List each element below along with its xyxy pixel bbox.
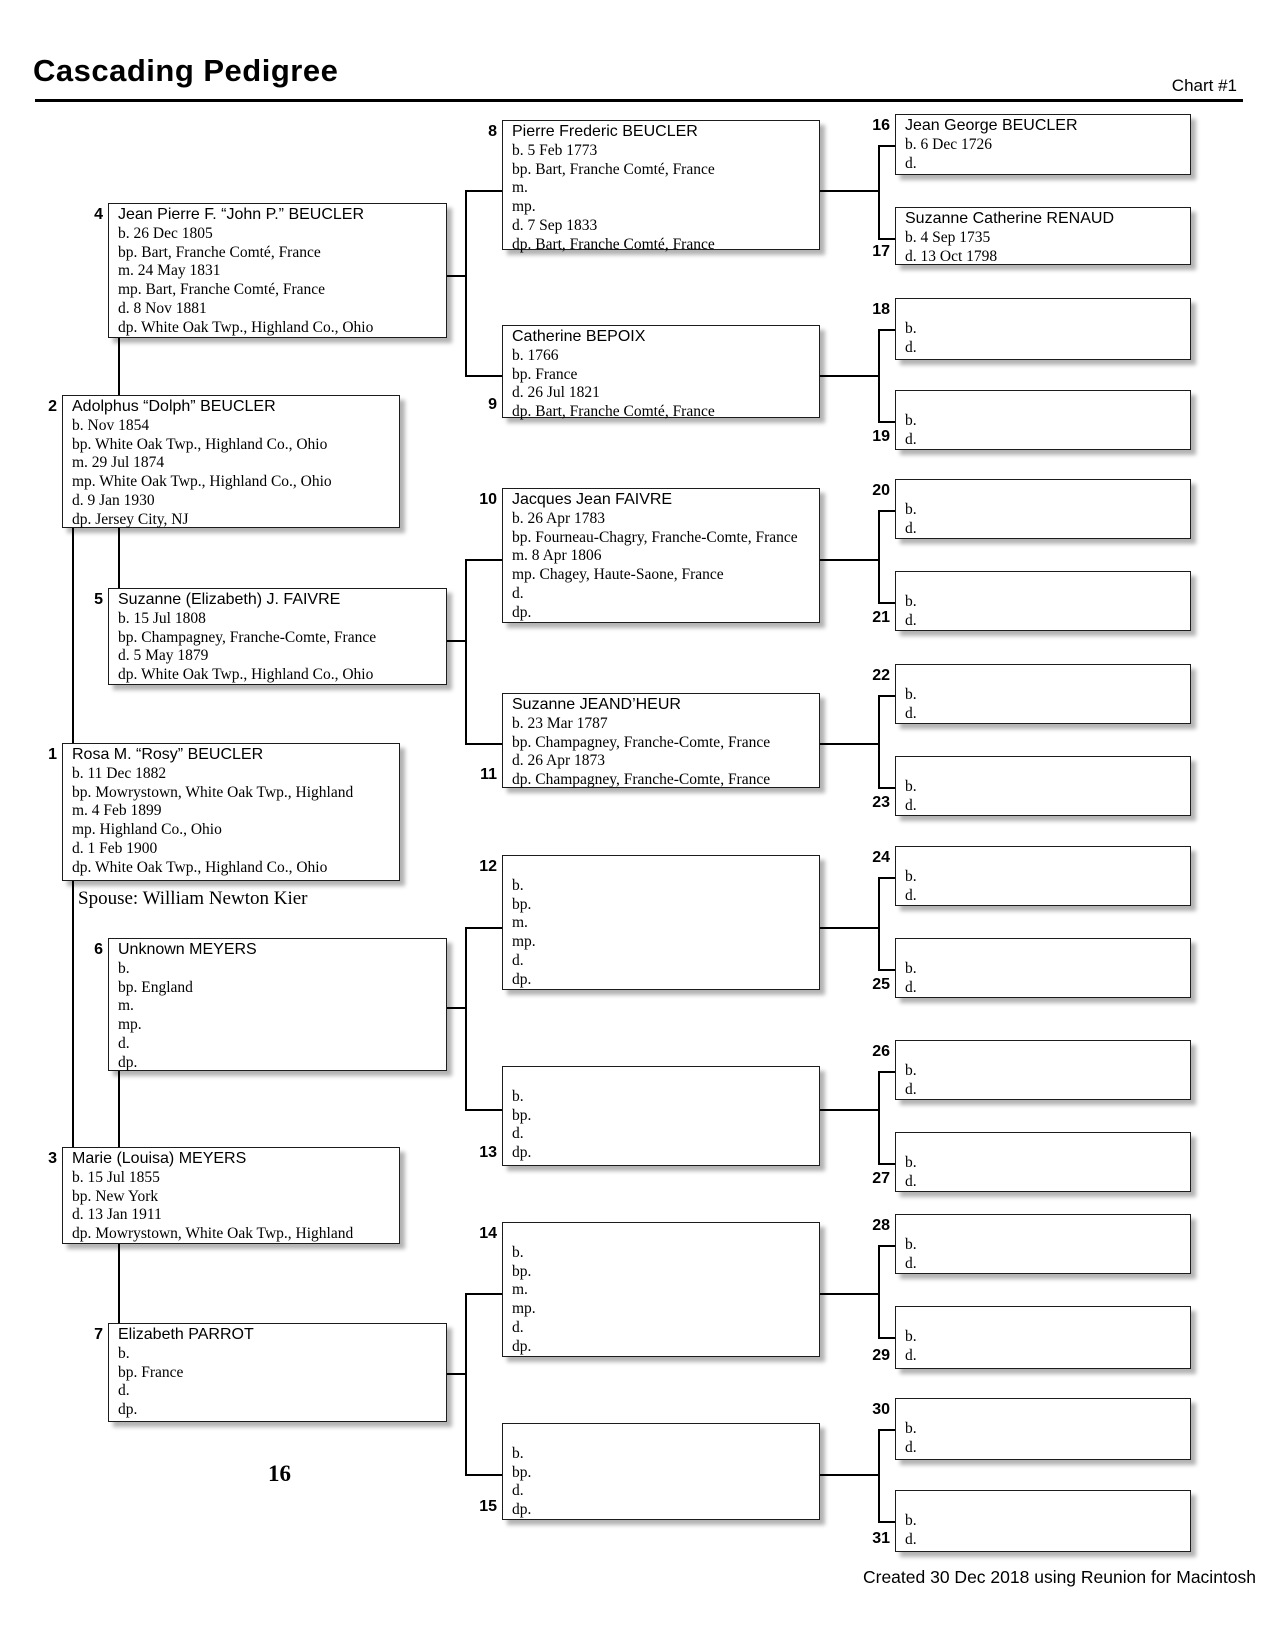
person-detail-line: d. 26 Apr 1873: [512, 752, 605, 770]
person-detail-line: d.: [118, 1034, 130, 1052]
person-detail-line: mp.: [512, 1300, 536, 1318]
person-detail-line: mp. Chagey, Haute-Saone, France: [512, 566, 724, 584]
connector-line: [465, 1109, 502, 1111]
pedigree-box-5: [94, 588, 447, 685]
box-number: 31: [872, 1530, 890, 1547]
connector-line: [465, 927, 467, 1111]
pedigree-box-11: [480, 693, 820, 789]
box-number: 7: [94, 1326, 103, 1343]
connector-line: [820, 1109, 878, 1111]
person-name: Rosa M. “Rosy” BEUCLER: [72, 746, 264, 763]
person-detail-line: b.: [905, 1153, 917, 1171]
pedigree-box-15: [479, 1423, 820, 1520]
connector-line: [465, 927, 502, 929]
connector-line: [878, 1071, 880, 1165]
person-detail-line: m.: [512, 914, 528, 932]
pedigree-box-4: [94, 203, 447, 338]
person-name: [905, 941, 1186, 960]
person-detail-line: b. 4 Sep 1735: [905, 228, 991, 246]
connector-line: [465, 559, 502, 561]
connector-line: [447, 1373, 465, 1375]
person-detail-line: m. 4 Feb 1899: [72, 802, 162, 820]
person-detail-line: b.: [905, 1511, 917, 1529]
person-name: [905, 1493, 1186, 1512]
person-detail-line: b.: [118, 959, 130, 977]
connector-line: [878, 238, 895, 240]
box-number: 20: [872, 482, 890, 499]
person-detail-line: dp. Bart, Franche Comté, France: [512, 403, 715, 421]
person-detail-line: d.: [905, 1172, 917, 1190]
box-number: 22: [872, 667, 890, 684]
pedigree-box-26: [872, 1040, 1191, 1100]
header-rule: [35, 99, 1243, 102]
person-detail-line: dp.: [512, 1501, 532, 1519]
box-number: 11: [480, 766, 497, 783]
pedigree-box-21: [872, 571, 1191, 631]
person-name: [905, 301, 1186, 320]
person-name: [905, 1217, 1186, 1236]
person-detail-line: b. 11 Dec 1882: [72, 764, 167, 782]
person-detail-line: b. 23 Mar 1787: [512, 714, 608, 732]
person-name: [905, 482, 1186, 501]
pedigree-box-20: [872, 479, 1191, 539]
person-name: Suzanne JEAND’HEUR: [512, 696, 681, 713]
connector-line: [465, 1474, 502, 1476]
person-detail-line: b.: [905, 592, 917, 610]
person-detail-line: b.: [905, 867, 917, 885]
pedigree-box-19: [872, 390, 1191, 450]
person-detail-line: d.: [905, 978, 917, 996]
connector-line: [878, 1429, 880, 1523]
connector-line: [878, 510, 895, 512]
person-detail-line: dp. Champagney, Franche-Comte, France: [512, 771, 771, 789]
person-detail-line: b. 5 Feb 1773: [512, 141, 598, 159]
person-name: [905, 849, 1186, 868]
person-detail-line: b.: [905, 685, 917, 703]
person-detail-line: b. 1766: [512, 346, 559, 364]
person-detail-line: dp.: [512, 970, 532, 988]
box-number: 30: [872, 1401, 890, 1418]
person-detail-line: mp. White Oak Twp., Highland Co., Ohio: [72, 473, 332, 491]
person-name: Unknown MEYERS: [118, 941, 257, 958]
person-detail-line: b. 6 Dec 1726: [905, 135, 992, 153]
person-detail-line: b.: [905, 1327, 917, 1345]
person-name: [905, 759, 1186, 778]
person-detail-line: d.: [905, 154, 917, 172]
pedigree-box-13: [479, 1066, 820, 1166]
person-detail-line: bp.: [512, 1463, 532, 1481]
person-name: Catherine BEPOIX: [512, 328, 646, 345]
person-detail-line: mp.: [512, 198, 536, 216]
person-detail-line: bp. New York: [72, 1187, 159, 1205]
person-detail-line: bp. Champagney, Franche-Comte, France: [512, 733, 771, 751]
pedigree-box-1: [48, 743, 400, 881]
person-detail-line: d. 8 Nov 1881: [118, 299, 207, 317]
person-detail-line: b. 15 Jul 1855: [72, 1168, 160, 1186]
connector-line: [878, 1245, 880, 1339]
pedigree-box-31: [872, 1490, 1191, 1552]
box-number: 16: [872, 117, 890, 134]
box-number: 15: [479, 1498, 497, 1515]
pedigree-box-16: [872, 114, 1191, 175]
person-detail-line: dp.: [512, 1337, 532, 1355]
person-name: Elizabeth PARROT: [118, 1326, 254, 1343]
person-name: [512, 1426, 815, 1445]
person-detail-line: m.: [512, 1281, 528, 1299]
connector-line: [878, 877, 880, 971]
person-detail-line: mp. Highland Co., Ohio: [72, 821, 222, 839]
box-number: 9: [488, 396, 497, 413]
person-detail-line: d. 26 Jul 1821: [512, 384, 600, 402]
connector-line: [878, 602, 895, 604]
person-detail-line: d.: [905, 1438, 917, 1456]
pedigree-box-17: [872, 207, 1191, 265]
page-number: 16: [268, 1461, 291, 1486]
person-detail-line: d. 9 Jan 1930: [72, 491, 155, 509]
person-detail-line: bp. England: [118, 978, 193, 996]
person-name: Suzanne Catherine RENAUD: [905, 210, 1114, 227]
box-number: 4: [94, 206, 103, 223]
person-name: [905, 667, 1186, 686]
connector-line: [118, 338, 120, 395]
person-name: [905, 1309, 1186, 1328]
pedigree-box-18: [872, 298, 1191, 360]
connector-line: [118, 1071, 120, 1147]
person-name: Marie (Louisa) MEYERS: [72, 1150, 247, 1167]
person-detail-line: d.: [512, 1318, 524, 1336]
pedigree-box-14: [479, 1222, 820, 1357]
person-detail-line: bp. France: [118, 1363, 184, 1381]
box-number: 23: [872, 794, 890, 811]
pedigree-box-7: [94, 1323, 447, 1422]
person-name: [905, 393, 1186, 412]
person-detail-line: dp. White Oak Twp., Highland Co., Ohio: [118, 318, 374, 336]
connector-line: [447, 1007, 465, 1009]
person-name: Jean George BEUCLER: [905, 117, 1078, 134]
connector-line: [878, 1163, 895, 1165]
connector-line: [72, 528, 74, 743]
person-detail-line: bp. Bart, Franche Comté, France: [118, 243, 321, 261]
person-detail-line: bp. France: [512, 365, 578, 383]
person-detail-line: b. 15 Jul 1808: [118, 609, 206, 627]
connector-line: [878, 421, 895, 423]
person-detail-line: d.: [512, 584, 524, 602]
person-detail-line: dp. Bart, Franche Comté, France: [512, 235, 715, 253]
person-detail-line: d.: [905, 338, 917, 356]
person-detail-line: bp. Bart, Franche Comté, France: [512, 160, 715, 178]
person-detail-line: b.: [905, 1235, 917, 1253]
pedigree-box-10: [479, 488, 820, 623]
connector-line: [878, 145, 895, 147]
person-detail-line: b.: [905, 319, 917, 337]
footer-credit: Created 30 Dec 2018 using Reunion for Macintosh: [862, 1567, 1256, 1587]
person-detail-line: m. 24 May 1831: [118, 262, 221, 280]
chart-number-label: Chart #1: [1171, 76, 1237, 95]
person-detail-line: dp.: [118, 1053, 138, 1071]
connector-line: [465, 559, 467, 745]
person-name: [905, 1043, 1186, 1062]
box-number: 18: [872, 301, 890, 318]
person-name: Adolphus “Dolph” BEUCLER: [72, 398, 276, 415]
person-name: Suzanne (Elizabeth) J. FAIVRE: [118, 591, 341, 608]
pedigree-box-8: [488, 120, 820, 253]
person-detail-line: b. Nov 1854: [72, 416, 150, 434]
person-name: [512, 858, 815, 877]
connector-line: [820, 1293, 878, 1295]
person-detail-line: bp. White Oak Twp., Highland Co., Ohio: [72, 435, 328, 453]
person-detail-line: d.: [905, 519, 917, 537]
person-detail-line: dp. White Oak Twp., Highland Co., Ohio: [118, 666, 374, 684]
person-detail-line: bp. Champagney, Franche-Comte, France: [118, 628, 377, 646]
person-detail-line: b.: [118, 1344, 130, 1362]
person-name: [905, 574, 1186, 593]
connector-line: [878, 695, 880, 789]
pedigree-box-6: [94, 938, 447, 1071]
person-detail-line: d.: [905, 1346, 917, 1364]
connector-line: [465, 375, 502, 377]
connector-line: [72, 881, 74, 1147]
person-detail-line: d.: [905, 430, 917, 448]
person-detail-line: b.: [905, 1061, 917, 1079]
person-detail-line: dp.: [512, 603, 532, 621]
box-number: 25: [872, 976, 890, 993]
person-detail-line: d.: [905, 1254, 917, 1272]
pedigree-box-22: [872, 664, 1191, 724]
person-detail-line: dp. White Oak Twp., Highland Co., Ohio: [72, 858, 328, 876]
person-detail-line: d.: [905, 704, 917, 722]
person-detail-line: b.: [905, 500, 917, 518]
connector-line: [820, 743, 878, 745]
connector-line: [820, 927, 878, 929]
person-detail-line: b.: [512, 1087, 524, 1105]
person-name: Jean Pierre F. “John P.” BEUCLER: [118, 206, 365, 223]
connector-line: [465, 190, 467, 377]
person-detail-line: b.: [512, 1243, 524, 1261]
connector-line: [820, 190, 878, 192]
connector-line: [878, 1245, 895, 1247]
connector-line: [878, 1337, 895, 1339]
pedigree-box-2: [48, 395, 400, 528]
connector-line: [878, 1429, 895, 1431]
person-detail-line: d. 5 May 1879: [118, 647, 209, 665]
person-detail-line: b.: [905, 411, 917, 429]
person-detail-line: dp. Mowrystown, White Oak Twp., Highland: [72, 1225, 354, 1243]
person-detail-line: d.: [512, 1125, 524, 1143]
person-detail-line: d.: [118, 1382, 130, 1400]
person-name: Jacques Jean FAIVRE: [512, 491, 673, 508]
person-detail-line: d. 13 Jan 1911: [72, 1206, 162, 1224]
connector-line: [878, 510, 880, 604]
box-number: 2: [48, 398, 57, 415]
box-number: 12: [479, 858, 497, 875]
person-detail-line: d.: [905, 1530, 917, 1548]
box-number: 19: [872, 428, 890, 445]
pedigree-box-3: [48, 1147, 400, 1244]
connector-line: [465, 743, 502, 745]
box-number: 8: [488, 123, 497, 140]
person-name: Pierre Frederic BEUCLER: [512, 123, 698, 140]
person-detail-line: b. 26 Dec 1805: [118, 224, 213, 242]
pedigree-box-9: [488, 325, 820, 421]
person-detail-line: b.: [512, 1444, 524, 1462]
box-number: 13: [479, 1144, 497, 1161]
connector-line: [465, 190, 502, 192]
person-detail-line: d.: [905, 886, 917, 904]
person-detail-line: m. 29 Jul 1874: [72, 454, 165, 472]
person-detail-line: dp.: [512, 1144, 532, 1162]
box-number: 26: [872, 1043, 890, 1060]
pedigree-box-24: [872, 846, 1191, 906]
person-detail-line: bp.: [512, 895, 532, 913]
box-number: 27: [872, 1170, 890, 1187]
connector-line: [447, 275, 465, 277]
box-number: 21: [872, 609, 890, 626]
box-number: 6: [94, 941, 103, 958]
person-name: [512, 1225, 815, 1244]
connector-line: [118, 1243, 120, 1323]
connector-line: [820, 559, 878, 561]
person-detail-line: dp.: [118, 1401, 138, 1419]
person-detail-line: b.: [905, 1419, 917, 1437]
pedigree-box-25: [872, 938, 1191, 998]
person-name: [512, 1069, 815, 1088]
person-detail-line: mp.: [512, 933, 536, 951]
box-number: 29: [872, 1347, 890, 1364]
connector-line: [465, 1293, 467, 1476]
person-detail-line: mp.: [118, 1016, 142, 1034]
person-detail-line: m.: [118, 997, 134, 1015]
box-number: 14: [479, 1225, 497, 1242]
box-number: 5: [94, 591, 103, 608]
person-detail-line: b.: [905, 959, 917, 977]
box-number: 24: [872, 849, 890, 866]
person-name: [905, 1135, 1186, 1154]
connector-line: [878, 1521, 895, 1523]
person-detail-line: bp. Fourneau-Chagry, Franche-Comte, France: [512, 528, 798, 546]
pedigree-box-30: [872, 1398, 1191, 1460]
connector-line: [465, 1293, 502, 1295]
person-detail-line: d. 1 Feb 1900: [72, 839, 158, 857]
person-detail-line: d. 7 Sep 1833: [512, 216, 598, 234]
box-number: 28: [872, 1217, 890, 1234]
person-detail-line: d.: [905, 611, 917, 629]
person-detail-line: d.: [512, 951, 524, 969]
person-detail-line: d.: [905, 1080, 917, 1098]
person-detail-line: b. 26 Apr 1783: [512, 509, 605, 527]
connector-line: [447, 640, 465, 642]
page-title: Cascading Pedigree: [33, 53, 339, 88]
box-number: 10: [479, 491, 497, 508]
person-detail-line: mp. Bart, Franche Comté, France: [118, 281, 326, 299]
person-name: [905, 1401, 1186, 1420]
person-detail-line: dp. Jersey City, NJ: [72, 510, 189, 528]
connector-line: [878, 787, 895, 789]
person-detail-line: b.: [905, 777, 917, 795]
pedigree-box-29: [872, 1306, 1191, 1369]
person-detail-line: d. 13 Oct 1798: [905, 247, 998, 265]
connector-line: [820, 1474, 878, 1476]
person-detail-line: bp.: [512, 1262, 532, 1280]
pedigree-box-12: [479, 855, 820, 990]
spouse-note: Spouse: William Newton Kier: [78, 888, 308, 909]
person-detail-line: d.: [905, 796, 917, 814]
connector-line: [118, 528, 120, 588]
connector-line: [878, 329, 895, 331]
connector-line: [878, 969, 895, 971]
person-detail-line: m. 8 Apr 1806: [512, 547, 602, 565]
box-number: 3: [48, 1150, 57, 1167]
connector-line: [820, 375, 878, 377]
connector-line: [878, 877, 895, 879]
box-number: 17: [872, 243, 890, 260]
person-detail-line: bp. Mowrystown, White Oak Twp., Highland: [72, 783, 354, 801]
person-detail-line: bp.: [512, 1106, 532, 1124]
pedigree-box-23: [872, 756, 1191, 816]
connector-line: [878, 145, 880, 240]
person-detail-line: m.: [512, 179, 528, 197]
connector-line: [878, 329, 880, 423]
pedigree-box-27: [872, 1132, 1191, 1192]
connector-line: [878, 1071, 895, 1073]
box-number: 1: [48, 746, 57, 763]
person-detail-line: b.: [512, 876, 524, 894]
person-detail-line: d.: [512, 1482, 524, 1500]
pedigree-box-28: [872, 1214, 1191, 1274]
connector-line: [878, 695, 895, 697]
